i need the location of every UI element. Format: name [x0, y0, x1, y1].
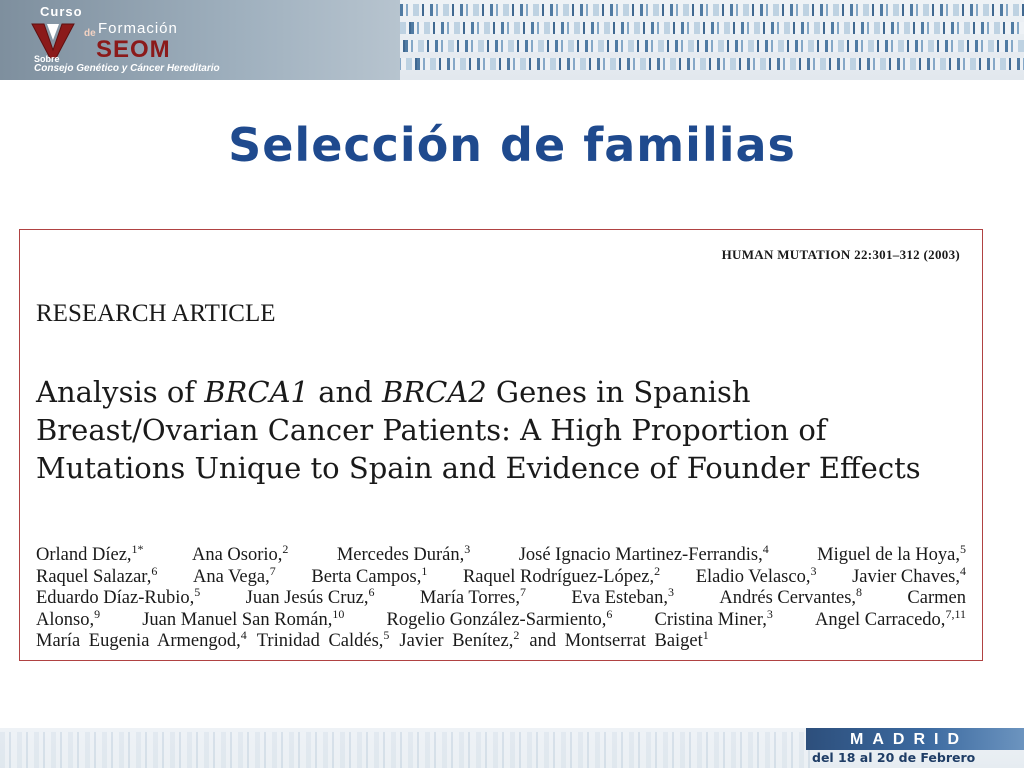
- author-name: Rogelio González-Sarmiento,$^6$: [386, 606, 613, 630]
- affiliation-marker: 3: [810, 563, 817, 578]
- event-dates: del 18 al 20 de Febrero: [812, 750, 976, 765]
- logo-sobre: Sobre: [34, 54, 60, 64]
- stripe-row: [400, 4, 1024, 16]
- logo-subtitle: Consejo Genético y Cáncer Hereditario: [34, 63, 220, 74]
- title-part: and: [308, 375, 382, 409]
- author-name: Juan Manuel San Román,$^{10}$: [142, 606, 345, 630]
- author-name: Trinidad Caldés,$^5$: [256, 627, 390, 651]
- author-name: José Ignacio Martinez-Ferrandis,$^4$: [518, 541, 769, 565]
- affiliation-marker: 7: [519, 584, 526, 599]
- affiliation-marker: 5: [959, 541, 966, 556]
- affiliation-marker: 1*: [131, 541, 144, 556]
- city-name: MADRID: [850, 731, 968, 748]
- affiliation-marker: 10: [332, 606, 345, 621]
- affiliation-marker: 6: [151, 563, 158, 578]
- author-name: Raquel Salazar,$^6$: [36, 563, 158, 587]
- gene-name: BRCA1: [204, 375, 309, 409]
- author-line: [36, 627, 966, 653]
- stripe-row: [400, 58, 1024, 70]
- author-name: Berta Campos,$^1$: [311, 563, 428, 587]
- logo-formacion: Formación: [98, 20, 178, 37]
- journal-citation: HUMAN MUTATION 22:301–312 (2003): [721, 247, 960, 262]
- author-name: and Montserrat Baiget$^1$: [529, 627, 709, 651]
- author-name: Miguel de la Hoya,$^5$: [817, 541, 966, 565]
- affiliation-marker: 4: [240, 627, 247, 642]
- venue-badge: [806, 728, 1024, 768]
- author-name: Raquel Rodríguez-López,$^2$: [462, 563, 661, 587]
- affiliation-marker: 5: [194, 584, 201, 599]
- affiliation-marker: 9: [94, 606, 101, 621]
- author-name: Eva Esteban,$^3$: [571, 584, 674, 608]
- title-part: Analysis of: [36, 375, 205, 409]
- author-name: Orland Díez,$^{1*}$: [36, 541, 144, 565]
- stripe-row: [400, 40, 1024, 52]
- affiliation-marker: 8: [856, 584, 863, 599]
- affiliation-marker: 1: [702, 627, 709, 642]
- author-line: [36, 584, 966, 610]
- city-band: [806, 728, 1024, 750]
- affiliation-marker: 2: [654, 563, 661, 578]
- author-name: María Torres,$^7$: [419, 584, 526, 608]
- author-name: Mercedes Durán,$^3$: [336, 541, 471, 565]
- logo-curso: Curso: [40, 4, 83, 19]
- slide-title: Selección de familias: [228, 118, 796, 172]
- author-name: Javier Chaves,$^4$: [852, 563, 966, 587]
- logo-de: de: [84, 28, 96, 39]
- author-name: Alonso,$^9$: [36, 606, 101, 630]
- author-name: Javier Benítez,$^2$: [399, 627, 520, 651]
- author-line: [36, 563, 966, 589]
- seom-logo: [0, 0, 400, 80]
- stripe-row: [400, 22, 1024, 34]
- affiliation-marker: 2: [282, 541, 289, 556]
- author-name: Carmen: [907, 588, 966, 608]
- article-type: RESEARCH ARTICLE: [36, 300, 276, 327]
- author-name: Andrés Cervantes,$^8$: [719, 584, 863, 608]
- affiliation-marker: 7: [269, 563, 276, 578]
- footer-stripes: [0, 732, 810, 768]
- affiliation-marker: 1: [421, 563, 428, 578]
- author-list: [36, 541, 966, 653]
- author-line: [36, 541, 966, 567]
- author-name: Ana Osorio,$^2$: [191, 541, 289, 565]
- affiliation-marker: 3: [667, 584, 674, 599]
- affiliation-marker: 5: [383, 627, 390, 642]
- author-name: Angel Carracedo,$^{7,11}$: [814, 606, 966, 630]
- affiliation-marker: 4: [762, 541, 769, 556]
- title-part: Genes in Spanish Breast/Ovarian Cancer Patients: A High Proportion of Mutations Unique to Spain and Evidence of Founder Effects: [36, 375, 921, 485]
- author-name: Cristina Miner,$^3$: [654, 606, 773, 630]
- affiliation-marker: 7,11: [945, 606, 966, 621]
- author-name: Ana Vega,$^7$: [193, 563, 276, 587]
- affiliation-marker: 3: [464, 541, 471, 556]
- author-name: Eladio Velasco,$^3$: [695, 563, 817, 587]
- logo-seom: SEOM: [96, 36, 171, 63]
- article-title: [36, 373, 976, 487]
- affiliation-marker: 4: [960, 563, 966, 578]
- author-line: [36, 606, 966, 632]
- header-stripes: [400, 0, 1024, 80]
- header-banner: [0, 0, 1024, 80]
- author-name: María Eugenia Armengod,$^4$: [36, 627, 247, 651]
- affiliation-marker: 3: [766, 606, 773, 621]
- article-excerpt: [19, 229, 983, 661]
- affiliation-marker: 2: [513, 627, 520, 642]
- gene-name: BRCA2: [381, 375, 487, 409]
- author-name: Eduardo Díaz-Rubio,$^5$: [36, 584, 201, 608]
- author-name: Juan Jesús Cruz,$^6$: [245, 584, 375, 608]
- affiliation-marker: 6: [606, 606, 613, 621]
- affiliation-marker: 6: [368, 584, 375, 599]
